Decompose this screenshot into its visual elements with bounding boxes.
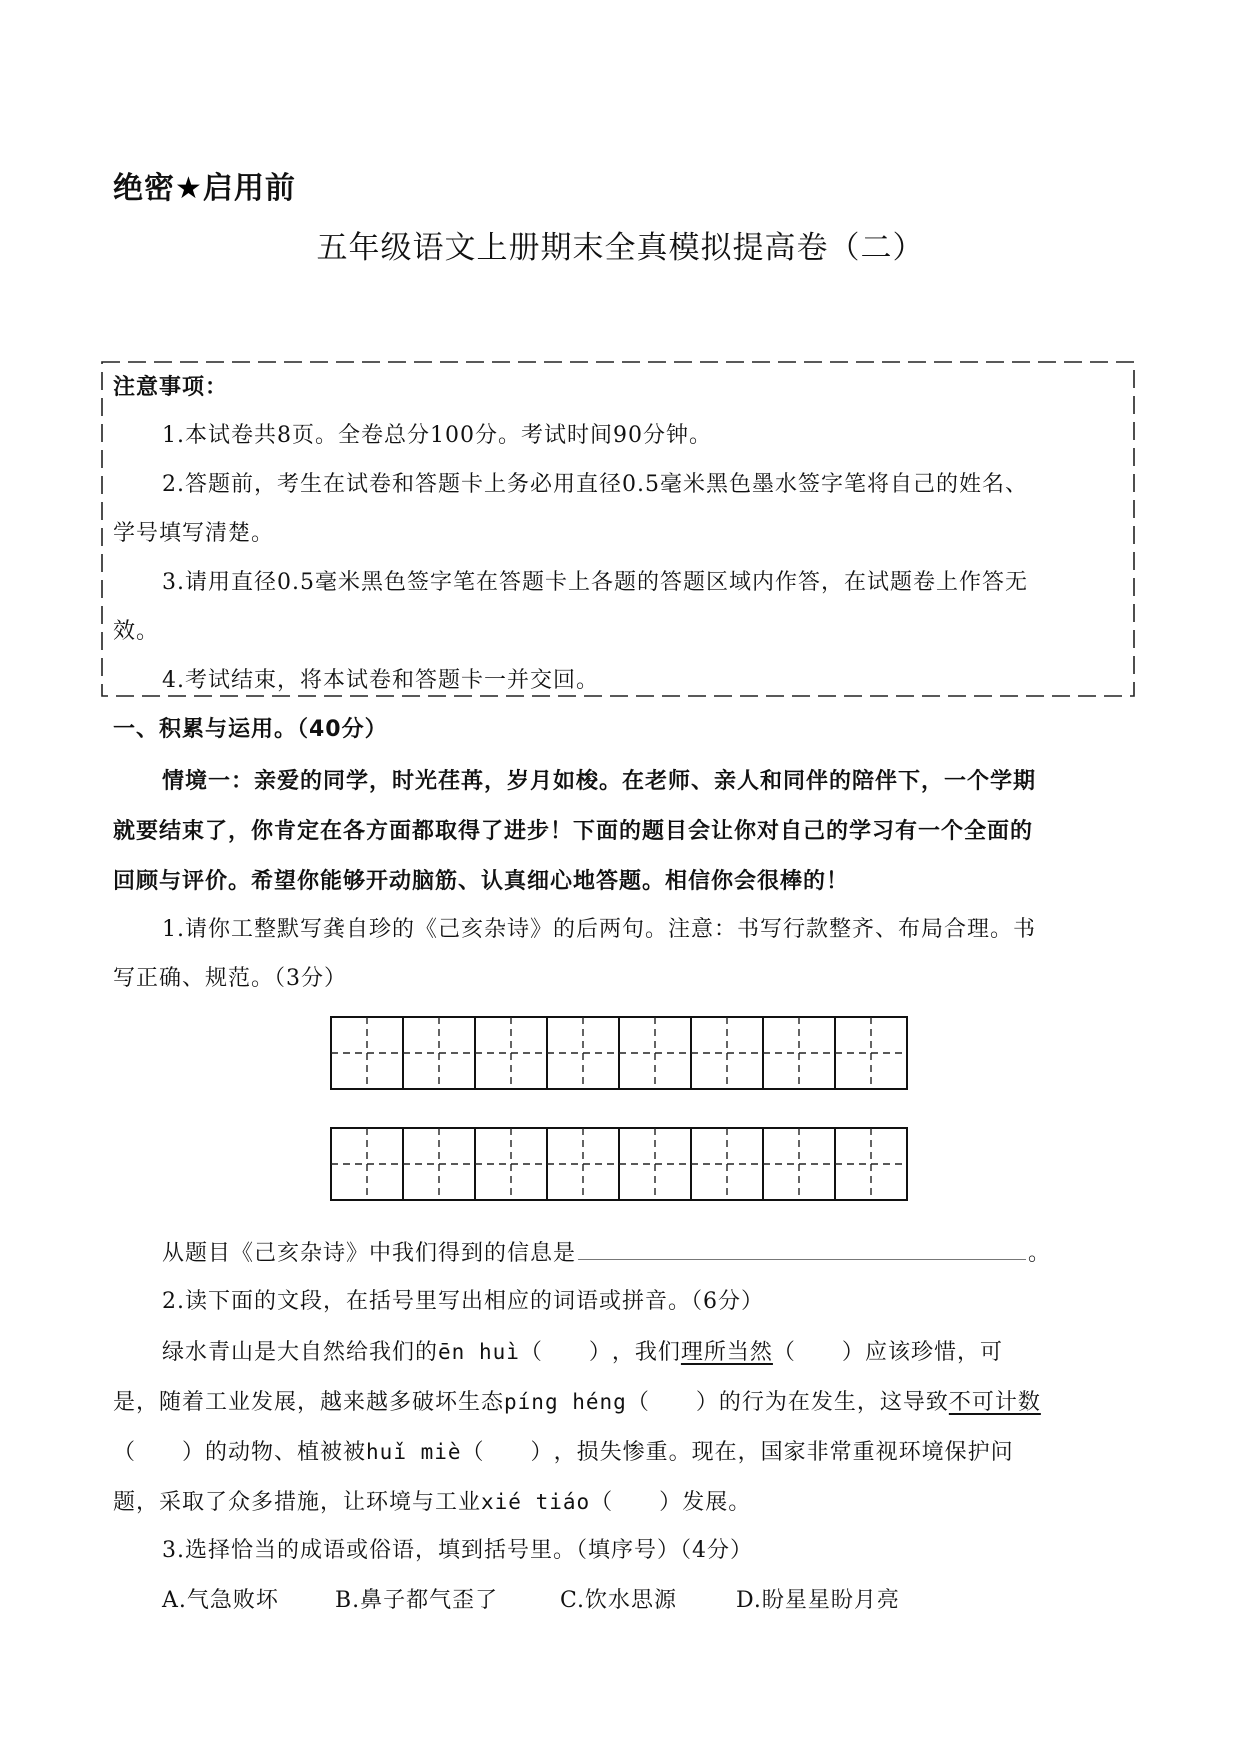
passage-text: 应该珍惜，可 (864, 1340, 1003, 1365)
grid-cell[interactable] (763, 1128, 835, 1200)
notice-item-1: 1.本试卷共8页。全卷总分100分。考试时间90分钟。 (162, 423, 712, 448)
confidential-text: 绝密 (113, 171, 175, 206)
answer-blank-lisuodangran[interactable]: （ ） (772, 1340, 865, 1365)
grid-cell[interactable] (691, 1128, 763, 1200)
notice-item-2: 2.答题前，考生在试卷和答题卡上务必用直径0.5毫米黑色墨水签字笔将自己的姓名、 (162, 472, 1028, 497)
q2-prompt: 2.读下面的文段，在括号里写出相应的词语或拼音。（6分） (162, 1289, 764, 1314)
underlined-word-lisuodangran: 理所当然 (680, 1340, 773, 1365)
notice-item-3: 3.请用直径0.5毫米黑色签字笔在答题卡上各题的答题区域内作答，在试题卷上作答无 (162, 570, 1028, 595)
writing-grid-row-2[interactable] (330, 1127, 908, 1201)
grid-cell[interactable] (691, 1017, 763, 1089)
option-a: A.气急败坏 (162, 1588, 279, 1613)
pinyin-en-hui: ēn huì (438, 1340, 520, 1364)
grid-cell[interactable] (403, 1128, 475, 1200)
grid-cell[interactable] (835, 1017, 907, 1089)
grid-cell[interactable] (403, 1017, 475, 1089)
q1-info-line (162, 1237, 1051, 1270)
star-icon: ★ (175, 171, 203, 206)
q2-passage-line-4 (113, 1486, 751, 1519)
context-line-1: 情境一：亲爱的同学，时光荏苒，岁月如梭。在老师、亲人和同伴的陪伴下，一个学期 (162, 768, 1037, 794)
notice-heading: 注意事项： (113, 375, 229, 400)
passage-text: ，我们 (611, 1340, 681, 1365)
q1-answer-blank[interactable] (578, 1237, 1026, 1260)
grid-cell[interactable] (547, 1017, 619, 1089)
grid-cell[interactable] (331, 1128, 403, 1200)
q1-info-prompt: 从题目《己亥杂诗》中我们得到的信息是 (162, 1241, 577, 1266)
answer-blank-bukejishu[interactable]: （ ） (113, 1440, 206, 1465)
q2-passage-line-3 (113, 1436, 1014, 1469)
exam-title: 五年级语文上册期末全真模拟提高卷（二） (316, 230, 925, 266)
context-line-2: 就要结束了，你肯定在各方面都取得了进步！下面的题目会让你对自己的学习有一个全面的 (113, 818, 1034, 844)
grid-cell[interactable] (475, 1128, 547, 1200)
grid-cell[interactable] (547, 1128, 619, 1200)
answer-blank-ping-heng[interactable]: （ ） (626, 1390, 719, 1415)
q1-prompt-line-1: 1.请你工整默写龚自珍的《己亥杂诗》的后两句。注意：书写行款整齐、布局合理。书 (162, 917, 1036, 942)
grid-cell[interactable] (619, 1017, 691, 1089)
section-1-heading: 一、积累与运用。（40分） (113, 717, 388, 742)
passage-text: ，损失惨重。现在，国家非常重视环境保护问 (553, 1440, 1014, 1465)
option-b: B.鼻子都气歪了 (335, 1588, 499, 1613)
context-line-3: 回顾与评价。希望你能够开动脑筋、认真细心地答题。相信你会很棒的！ (113, 868, 850, 894)
grid-cell[interactable] (835, 1128, 907, 1200)
confidential-suffix: 启用前 (202, 171, 296, 206)
answer-blank-en-hui[interactable]: （ ） (519, 1340, 612, 1365)
passage-text: 发展。 (682, 1490, 752, 1515)
passage-text: 是，随着工业发展，越来越多破坏生态 (113, 1390, 505, 1415)
notice-item-3-cont: 效。 (113, 619, 160, 644)
passage-text: 的动物、植被被 (205, 1440, 367, 1465)
grid-cell[interactable] (619, 1128, 691, 1200)
q3-prompt: 3.选择恰当的成语或俗语，填到括号里。（填序号）（4分） (162, 1538, 753, 1563)
writing-grid-row-1[interactable] (330, 1016, 908, 1090)
passage-text: 的行为在发生，这导致 (718, 1390, 949, 1415)
q1-prompt-line-2: 写正确、规范。（3分） (113, 966, 347, 991)
pinyin-ping-heng: píng héng (504, 1390, 627, 1414)
pinyin-xie-tiao: xié tiáo (481, 1490, 591, 1514)
q1-info-period: 。 (1028, 1241, 1052, 1266)
grid-cell[interactable] (763, 1017, 835, 1089)
q2-passage-line-1 (162, 1336, 1003, 1369)
option-c: C.饮水思源 (560, 1588, 678, 1613)
grid-cell[interactable] (475, 1017, 547, 1089)
answer-blank-hui-mie[interactable]: （ ） (461, 1440, 554, 1465)
answer-blank-xie-tiao[interactable]: （ ） (590, 1490, 683, 1515)
notice-item-2-cont: 学号填写清楚。 (113, 521, 275, 546)
q2-passage-line-2 (113, 1386, 1041, 1419)
underlined-word-bukejishu: 不可计数 (948, 1390, 1041, 1415)
confidential-label (113, 163, 296, 207)
notice-item-4: 4.考试结束，将本试卷和答题卡一并交回。 (162, 668, 599, 693)
passage-text: 绿水青山是大自然给我们的 (162, 1340, 439, 1365)
option-d: D.盼星星盼月亮 (736, 1588, 900, 1613)
pinyin-hui-mie: huǐ miè (366, 1440, 462, 1464)
passage-text: 题，采取了众多措施，让环境与工业 (113, 1490, 482, 1515)
grid-cell[interactable] (331, 1017, 403, 1089)
